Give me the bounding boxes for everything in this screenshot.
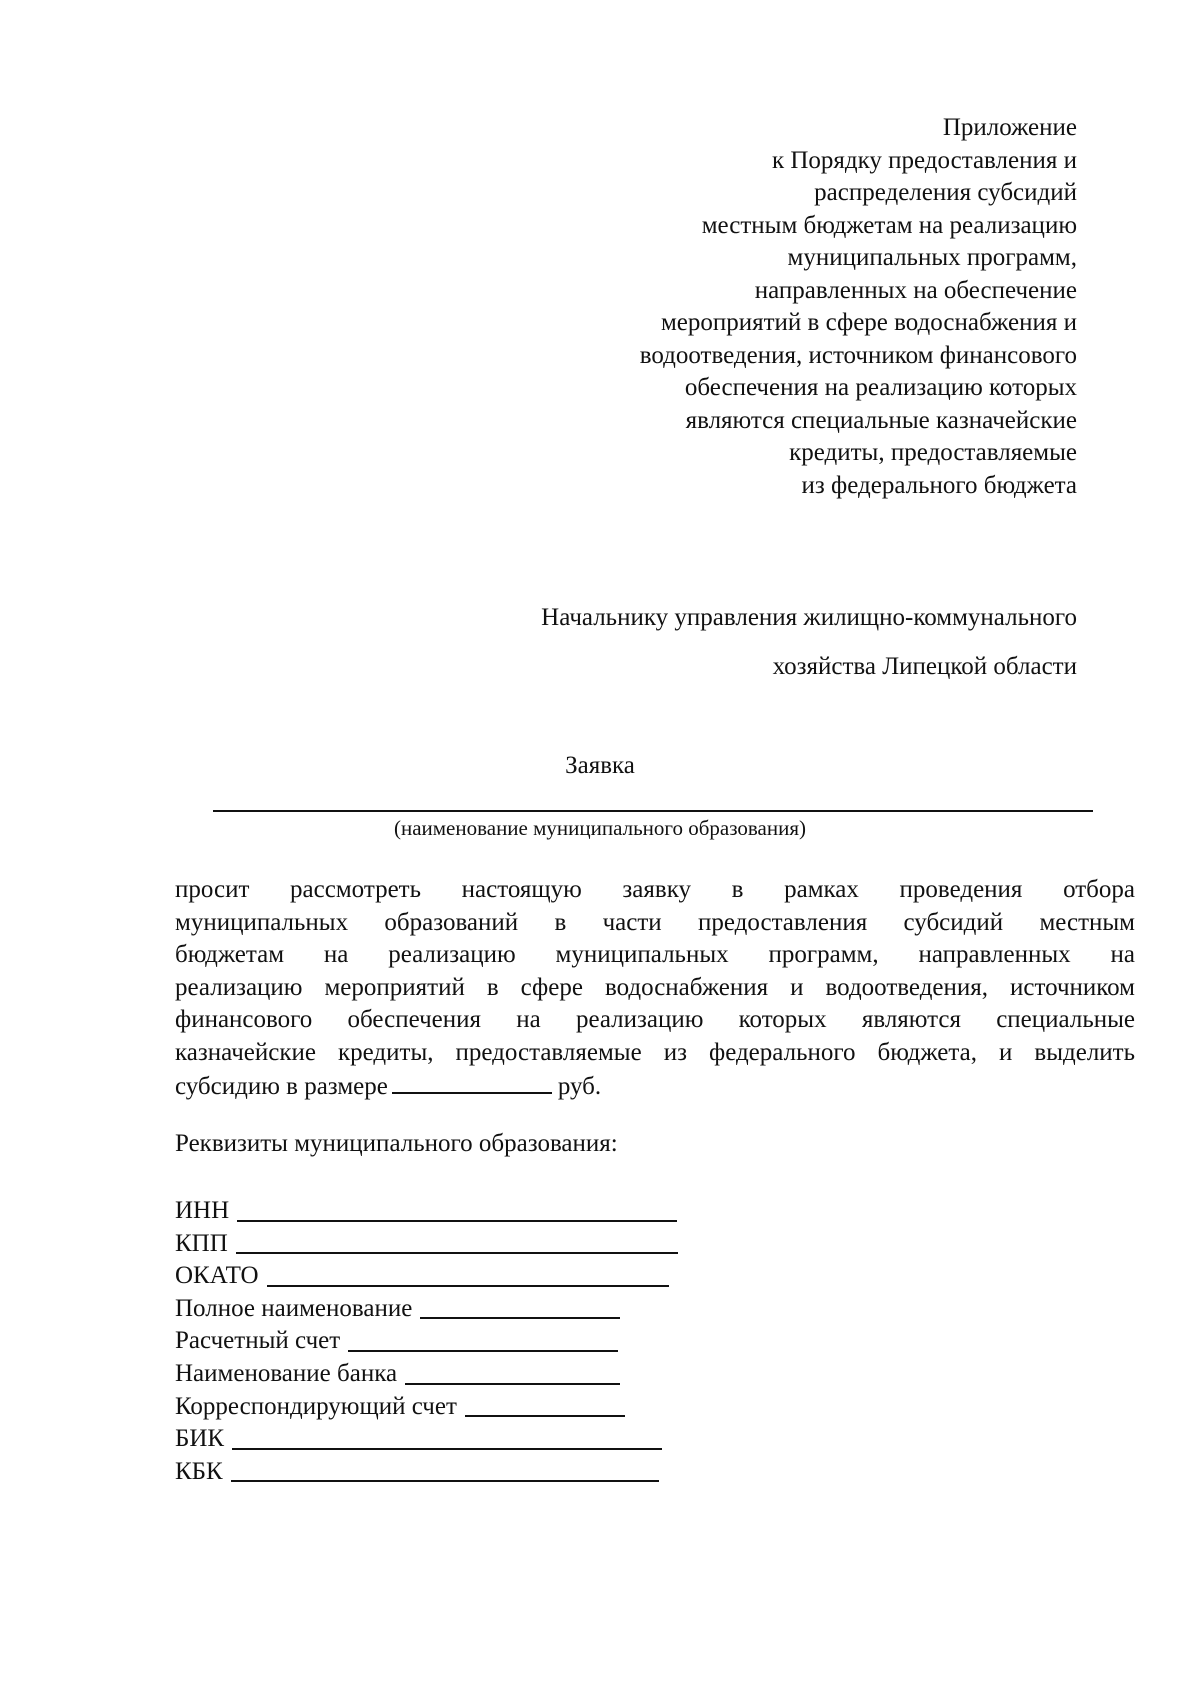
appendix-line: направленных на обеспечение — [754, 276, 1077, 304]
account-blank[interactable] — [348, 1330, 618, 1352]
field-row-kpp — [175, 1228, 678, 1261]
body-line: реализацию мероприятий в сфере водоснабжения и водоотведения, источником — [175, 973, 1135, 1001]
appendix-header — [517, 112, 1077, 502]
appendix-line: местным бюджетам на реализацию — [701, 211, 1077, 239]
field-label: КБК — [175, 1457, 223, 1485]
appendix-line: водоотведения, источником финансового — [639, 341, 1077, 369]
requisites-title: Реквизиты муниципального образования: — [175, 1130, 618, 1157]
field-row-full-name — [175, 1293, 678, 1326]
amount-prefix: субсидию в размере — [175, 1072, 388, 1100]
okato-blank[interactable] — [267, 1265, 669, 1287]
kpp-blank[interactable] — [236, 1232, 678, 1254]
field-row-kbk — [175, 1456, 678, 1489]
kbk-blank[interactable] — [231, 1460, 659, 1482]
addressee-line-1: Начальнику управления жилищно-коммунального — [541, 604, 1077, 631]
field-label: Наименование банка — [175, 1359, 398, 1387]
field-row-bank — [175, 1358, 678, 1391]
bik-blank[interactable] — [232, 1428, 662, 1450]
appendix-line: из федерального бюджета — [801, 471, 1077, 499]
field-row-account — [175, 1325, 678, 1358]
body-line-amount — [175, 1070, 1135, 1104]
field-label: Расчетный счет — [175, 1327, 341, 1355]
municipality-caption: (наименование муниципального образования) — [393, 816, 807, 840]
field-label: ИНН — [175, 1197, 230, 1224]
document-title: Заявка — [565, 752, 635, 779]
field-row-okato — [175, 1260, 678, 1293]
appendix-line: Приложение — [942, 114, 1077, 141]
full-name-blank[interactable] — [420, 1297, 620, 1319]
inn-blank[interactable] — [237, 1200, 677, 1222]
amount-suffix: руб. — [557, 1072, 602, 1100]
requisites-fields — [175, 1195, 678, 1488]
bank-blank[interactable] — [405, 1363, 620, 1385]
appendix-line: кредиты, предоставляемые — [789, 439, 1077, 466]
field-label: БИК — [175, 1425, 225, 1453]
addressee-line-2: хозяйства Липецкой области — [772, 653, 1077, 680]
field-label: ОКАТО — [175, 1262, 259, 1290]
field-label: КПП — [175, 1229, 228, 1257]
appendix-line: мероприятий в сфере водоснабжения и — [660, 309, 1077, 336]
corr-account-blank[interactable] — [465, 1395, 625, 1417]
appendix-line: распределения субсидий — [814, 179, 1077, 206]
appendix-line: к Порядку предоставления и — [771, 146, 1077, 174]
field-label: Полное наименование — [175, 1294, 413, 1322]
field-row-bik — [175, 1423, 678, 1456]
body-line: бюджетам на реализацию муниципальных программ, направленных на — [175, 941, 1135, 969]
appendix-line: являются специальные казначейские — [685, 406, 1077, 434]
field-label: Корреспондирующий счет — [175, 1392, 457, 1420]
subsidy-amount-blank[interactable] — [392, 1070, 552, 1094]
body-line: муниципальных образований в части предоставления субсидий местным — [175, 908, 1135, 936]
appendix-line: муниципальных программ, — [787, 244, 1077, 271]
body-line: просит рассмотреть настоящую заявку в рамках проведения отбора — [175, 876, 1135, 903]
field-row-inn — [175, 1195, 678, 1228]
request-body — [175, 874, 1135, 1103]
field-row-corr-account — [175, 1391, 678, 1424]
municipality-name-blank[interactable] — [213, 810, 1093, 812]
appendix-line: обеспечения на реализацию которых — [684, 374, 1077, 401]
body-line: казначейские кредиты, предоставляемые из федерального бюджета, и выделить — [175, 1038, 1135, 1066]
body-line: финансового обеспечения на реализацию которых являются специальные — [175, 1006, 1135, 1034]
